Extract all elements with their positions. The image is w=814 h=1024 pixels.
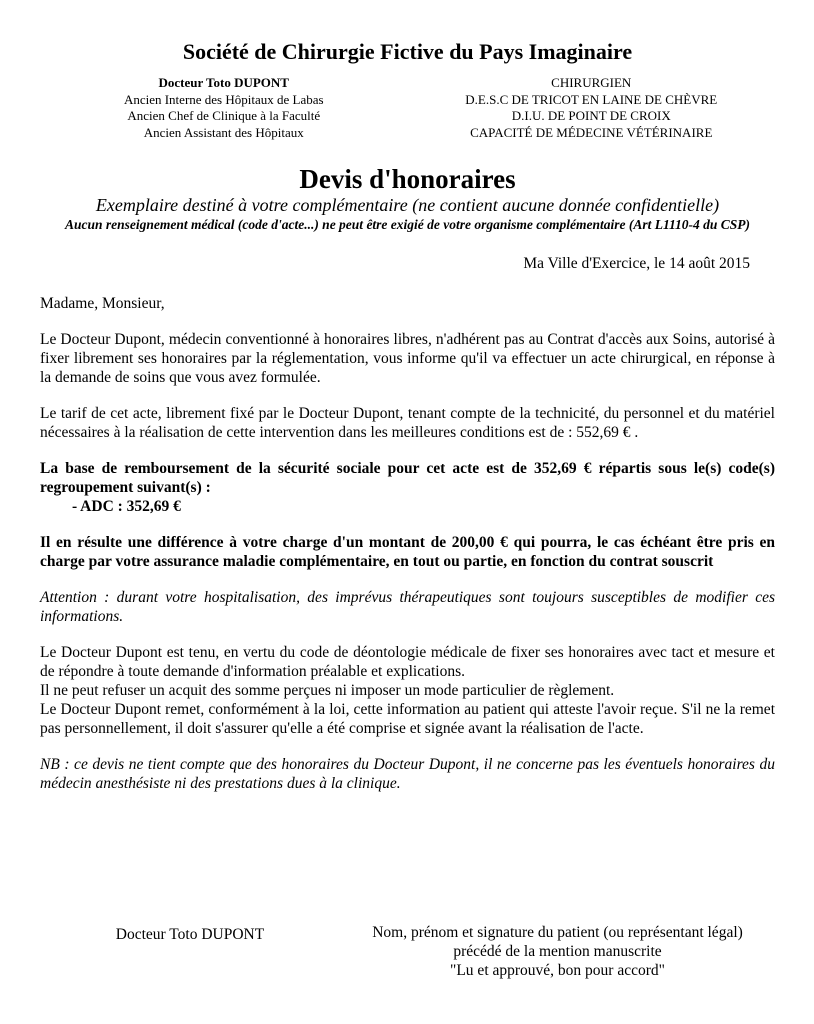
- reimbursement-code-line: - ADC : 352,69 €: [72, 498, 181, 515]
- doctor-credentials-block: [40, 75, 408, 141]
- reimbursement-block: [40, 459, 775, 516]
- deontology-line: Le Docteur Dupont est tenu, en vertu du code de déontologie médicale de fixer ses honoraires avec tact et mesure et de répondre à toute demande d'information préalable et explications.: [40, 644, 775, 680]
- tariff-paragraph: Le tarif de cet acte, librement fixé par le Docteur Dupont, tenant compte de la technicité, du personnel et du matériel nécessaires à la réalisation de cette intervention dans les meilleures conditions est de : 552,69 € .: [40, 405, 775, 441]
- dateline: Ma Ville d'Exercice, le 14 août 2015: [523, 255, 750, 272]
- doctor-name: Docteur Toto DUPONT: [158, 75, 289, 90]
- specialty-line: CAPACITÉ DE MÉDECINE VÉTÉRINAIRE: [470, 124, 713, 140]
- organization-name: Société de Chirurgie Fictive du Pays Imaginaire: [182, 39, 633, 64]
- patient-signature-line: Nom, prénom et signature du patient (ou représentant légal): [372, 924, 743, 941]
- difference-paragraph: Il en résulte une différence à votre charge d'un montant de 200,00 € qui pourra, le cas échéant être pris en charge par votre assurance maladie complémentaire, en tout ou partie, en fonction du contrat souscrit: [40, 534, 775, 570]
- document-title: Devis d'honoraires: [299, 164, 516, 194]
- patient-signature-instructions: [340, 923, 775, 980]
- deontology-line: Le Docteur Dupont remet, conformément à la loi, cette information au patient qui atteste l'avoir reçue. S'il ne la remet pas personnellement, il doit s'assurer qu'elle a été comprise et signée avant la réalisation de l'acte.: [40, 701, 775, 737]
- letterhead: [40, 75, 775, 141]
- doctor-title-line: Ancien Interne des Hôpitaux de Labas: [123, 91, 324, 107]
- attention-note: Attention : durant votre hospitalisation, des imprévus thérapeutiques sont toujours susceptibles de modifier ces informations.: [40, 589, 775, 625]
- patient-signature-line: précédé de la mention manuscrite: [453, 943, 662, 960]
- doctor-title-line: Ancien Chef de Clinique à la Faculté: [127, 108, 321, 123]
- specialty-line: D.I.U. DE POINT DE CROIX: [511, 108, 671, 123]
- patient-signature-line: "Lu et approuvé, bon pour accord": [450, 962, 665, 979]
- specialty-line: D.E.S.C DE TRICOT EN LAINE DE CHÈVRE: [465, 91, 718, 107]
- intro-paragraph: Le Docteur Dupont, médecin conventionné à honoraires libres, n'adhérent pas au Contrat d'accès aux Soins, autorisé à fixer librement ses honoraires par la réglementation, vous informe qu'il va effectuer un acte chirurgical, en réponse à la demande de soins que vous avez formulée.: [40, 331, 775, 386]
- document-subtitle: Exemplaire destiné à votre complémentaire (ne contient aucune donnée confidentielle): [95, 195, 720, 215]
- deontology-paragraph: [40, 643, 775, 738]
- nb-note: NB : ce devis ne tient compte que des honoraires du Docteur Dupont, il ne concerne pas les éventuels honoraires du médecin anesthésiste ni des prestations dues à la clinique.: [40, 756, 775, 792]
- salutation: Madame, Monsieur,: [40, 295, 165, 312]
- signature-section: [40, 923, 775, 980]
- doctor-title-line: Ancien Assistant des Hôpitaux: [143, 124, 304, 140]
- specialty-line: CHIRURGIEN: [551, 75, 632, 90]
- reimbursement-paragraph: La base de remboursement de la sécurité sociale pour cet acte est de 352,69 € répartis sous le(s) code(s) regroupement suivant(s) :: [40, 460, 775, 496]
- confidentiality-note: Aucun renseignement médical (code d'acte...) ne peut être exigié de votre organisme complémentaire (Art L1110-4 du CSP): [64, 217, 751, 232]
- doctor-signature-label: Docteur Toto DUPONT: [115, 926, 265, 943]
- deontology-line: Il ne peut refuser un acquit des somme perçues ni imposer un mode particulier de règlement.: [40, 682, 615, 699]
- specialties-block: [408, 75, 776, 141]
